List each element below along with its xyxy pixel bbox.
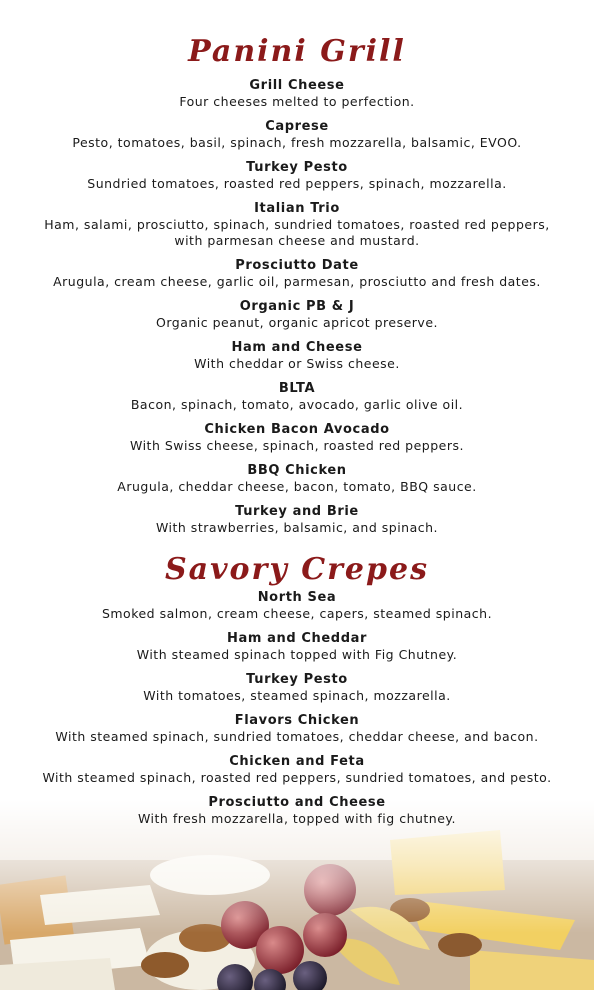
menu-item-turkey-and-brie [0,504,594,536]
menu-item-north-sea [0,590,594,622]
item-name: BLTA [278,381,316,396]
item-name: Ham and Cheddar [227,631,367,646]
item-name: Organic PB & J [239,299,355,314]
item-desc: With steamed spinach, roasted red peppers, sundried tomatoes, and pesto. [42,770,552,785]
item-desc: Pesto, tomatoes, basil, spinach, fresh mozzarella, balsamic, EVOO. [72,135,522,150]
item-name: Chicken Bacon Avocado [204,422,390,437]
item-name: Flavors Chicken [234,713,360,728]
item-desc: With cheddar or Swiss cheese. [194,356,400,371]
item-name: Turkey and Brie [235,504,359,519]
menu-item-prosciutto-date [0,258,594,290]
menu-item-turkey-pesto-crepe [0,672,594,704]
item-desc: Sundried tomatoes, roasted red peppers, spinach, mozzarella. [87,176,507,191]
item-desc: Ham, salami, prosciutto, spinach, sundried tomatoes, roasted red peppers, [44,217,550,232]
item-name: Turkey Pesto [246,160,348,175]
item-desc: With Swiss cheese, spinach, roasted red peppers. [129,438,464,453]
cheese-platter-photo [0,800,594,990]
item-desc: with parmesan cheese and mustard. [174,233,420,248]
item-name: Prosciutto Date [235,258,359,273]
item-name: Italian Trio [254,201,340,216]
item-desc: Smoked salmon, cream cheese, capers, steamed spinach. [101,606,493,621]
item-name: Ham and Cheese [231,340,363,355]
menu-item-ham-and-cheddar [0,631,594,663]
item-name: BBQ Chicken [247,463,347,478]
section-title-savory-crepes: Savory Crepes [165,552,429,587]
menu-item-italian-trio [0,201,594,249]
item-desc: Arugula, cream cheese, garlic oil, parmesan, prosciutto and fresh dates. [53,274,541,289]
menu-item-grill-cheese [0,78,594,110]
item-desc: With fresh mozzarella, topped with fig chutney. [137,811,457,826]
section-title-panini-grill: Panini Grill [188,34,406,69]
item-desc: Organic peanut, organic apricot preserve. [156,315,438,330]
menu-item-chicken-and-feta [0,754,594,786]
menu-item-chicken-bacon-avocado [0,422,594,454]
menu-item-turkey-pesto [0,160,594,192]
item-name: North Sea [257,590,337,605]
menu-item-caprese [0,119,594,151]
menu-item-bbq-chicken [0,463,594,495]
item-desc: With steamed spinach, sundried tomatoes, cheddar cheese, and bacon. [55,729,539,744]
item-name: Prosciutto and Cheese [208,795,386,810]
menu-item-flavors-chicken [0,713,594,745]
item-name: Chicken and Feta [229,754,365,769]
item-desc: Four cheeses melted to perfection. [179,94,415,109]
menu-item-prosciutto-and-cheese [0,795,594,827]
item-desc: With tomatoes, steamed spinach, mozzarella. [143,688,451,703]
item-desc: Bacon, spinach, tomato, avocado, garlic olive oil. [130,397,464,412]
item-desc: With steamed spinach topped with Fig Chutney. [136,647,458,662]
menu-item-blta [0,381,594,413]
menu-item-organic-pbj [0,299,594,331]
item-name: Caprese [265,119,329,134]
menu-item-ham-and-cheese [0,340,594,372]
item-desc: Arugula, cheddar cheese, bacon, tomato, BBQ sauce. [117,479,477,494]
item-desc: With strawberries, balsamic, and spinach. [155,520,439,535]
item-name: Grill Cheese [249,78,345,93]
item-name: Turkey Pesto [246,672,348,687]
